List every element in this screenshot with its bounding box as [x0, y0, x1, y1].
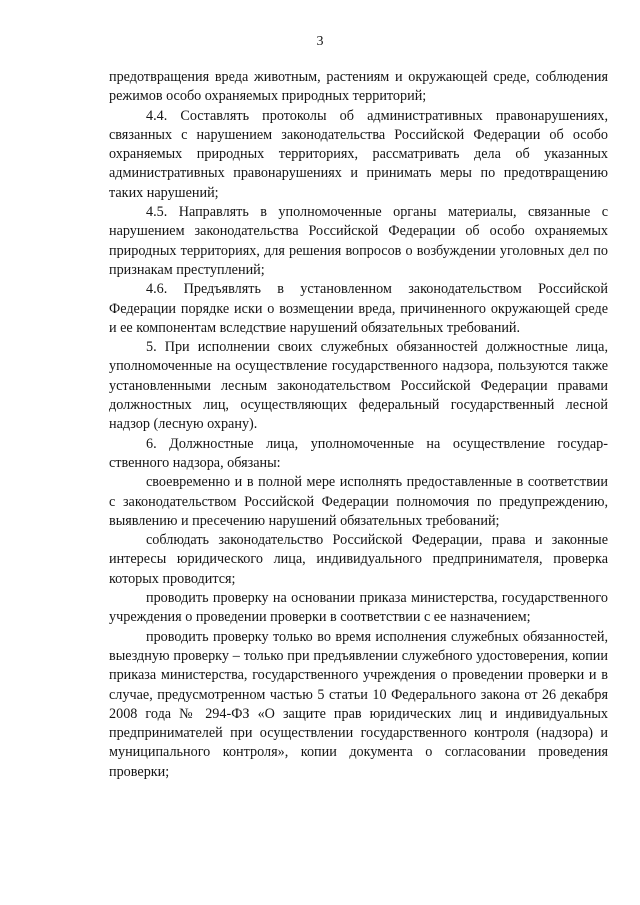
paragraph-duty-timely: своевременно и в полной мере исполнять предоставленные в соответствии с законодательством Российской Федерации полномочия по предупреждению, выявлению и пресечению нарушений обязательных требований; [109, 474, 608, 529]
paragraph-duty-comply: соблюдать законодательство Российской Федерации, права и законные интересы юридического лица, индивидуального предпринимателя, проверка которых проводится; [109, 532, 608, 587]
paragraph-4-5: 4.5. Направлять в уполномоченные органы материалы, связанные с нарушением законодательства Российской Федерации об особо охраняемых природных территориях, для решения вопросов о возбуждении уголовных дел по признакам преступлений; [109, 204, 608, 278]
paragraph-4-6: 4.6. Предъявлять в установленном законодательством Российской Федерации порядке иски о возмещении вреда, причиненного окружающей среде и ее компонентам вследствие нарушений обязательных требований. [109, 281, 608, 336]
page-number: 3 [316, 34, 324, 49]
paragraph-duty-order: проводить проверку на основании приказа министерства, государственного учреждения о проведении проверки в соответствии с ее назначением; [109, 590, 608, 626]
paragraph-duty-service-hours: проводить проверку только во время исполнения служебных обязанностей, выездную проверку – только при предъявлении служебного удостоверения, копии приказа министерства, государственного учреждения о проведении проверки и в случае, предусмотренном частью 5 статьи 10 Федерального закона от 26 декабря 2008 года № 294-ФЗ «О защите прав юридических лиц и индивидуальных предпринимателей при осуществлении государственного контроля (надзора) и муниципального контроля», копии документа о согласовании проведения проверки; [109, 628, 608, 780]
paragraph-4-4: 4.4. Составлять протоколы об административных правонарушениях, связанных с нарушением законодательства Российской Федерации об особо охраняемых природных территориях, рассматривать дела об указанных административных правонарушениях и принимать меры по предотвращению таких нарушений; [109, 107, 608, 201]
paragraph-5: 5. При исполнении своих служебных обязанностей должностные лица, уполномоченные на осуществление государственного надзора, пользуются также установленными лесным законодательством Российской Федерации правами должностных лиц, осуществляющих федеральный государственный лесной надзор (лесную охрану). [109, 339, 608, 433]
paragraph-6: 6. Должностные лица, уполномоченные на осуществление государственного надзора, обязаны: [109, 435, 608, 471]
paragraph-continuation: предотвращения вреда животным, растениям и окружающей среде, соблюдения режимов особо охраняемых природных территорий; [109, 69, 608, 105]
document-body [109, 68, 608, 782]
